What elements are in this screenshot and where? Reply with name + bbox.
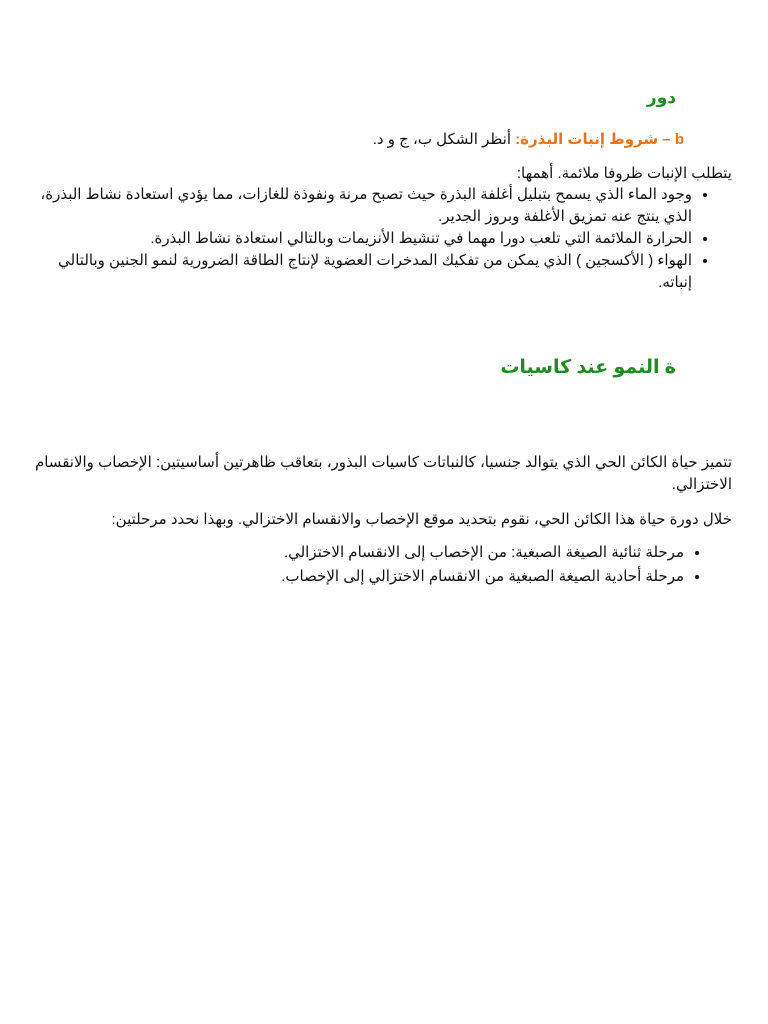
subheading-dash: – [658, 131, 675, 148]
subheading-text: شروط إنبات البذرة: [515, 131, 659, 148]
list-item-water: • وجود الماء الذي يسمح بتبليل أغلفة البذرة حيث تصبح مرنة ونفوذة للغازات، مما يؤدي استعادة نشاط البذرة، الذي ينتج عنه تمزيق الأغلفة وبروز الجدير. [32, 184, 692, 228]
section-title-growth: ة النمو عند كاسيات [500, 357, 676, 378]
list-item-diploid: • مرحلة ثنائية الصيغة الصبغية: من الإخصاب إلى الانقسام الاختزالي. [32, 541, 684, 565]
conditions-list [32, 184, 732, 294]
conditions-intro: يتطلب الإنبات ظروفا ملائمة. أهمها: [516, 165, 732, 182]
subheading-figure-ref: أنظر الشكل ب، ج و د. [372, 131, 516, 148]
list-item-air: • الهواء ( الأكسجين ) الذي يمكن من تفكيك المدخرات العضوية لإنتاج الطاقة الضرورية لنمو الجنين وبالتالي إنباته. [32, 250, 692, 294]
subheading-germination-conditions [373, 130, 684, 148]
subheading-letter: b [674, 131, 684, 148]
list-item-temperature: • الحرارة الملائمة التي تلعب دورا مهما في تنشيط الأنزيمات وبالتالي استعادة نشاط البذرة. [32, 228, 692, 250]
paragraph-life-cycle: تتميز حياة الكائن الحي الذي يتوالد جنسيا، كالنباتات كاسيات البذور، بتعاقب ظاهرتين أساسيتين: الإخصاب والانقسام الاختزالي. [34, 454, 732, 493]
phases-list [32, 541, 732, 589]
section-title-role: دور [646, 88, 676, 107]
paragraph-phases: خلال دورة حياة هذا الكائن الحي، نقوم بتحديد موقع الإخصاب والانقسام الاختزالي. وبهذا نحدد مرحلتين: [111, 511, 732, 528]
list-item-haploid: • مرحلة أحادية الصيغة الصبغية من الانقسام الاختزالي إلى الإخصاب. [32, 565, 684, 589]
